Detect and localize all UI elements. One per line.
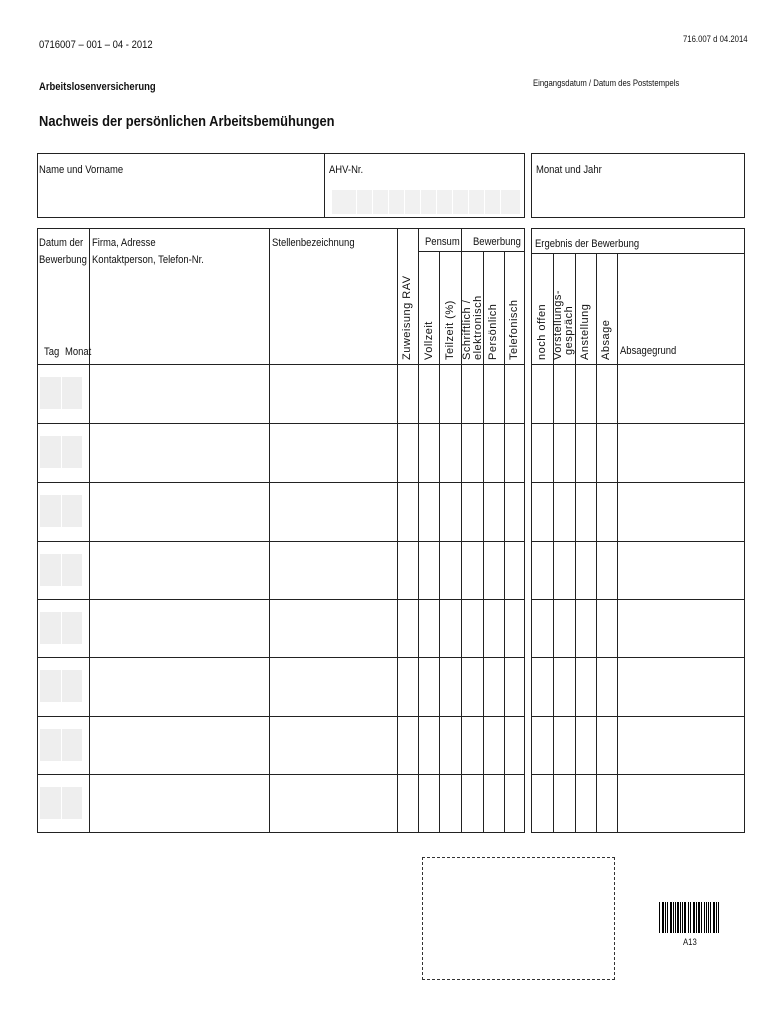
day-label: Tag [44, 346, 60, 358]
postmark-stamp-area [422, 857, 615, 980]
parttime-header: Teilzeit (%) [444, 300, 456, 360]
rejected-header: Absage [600, 319, 612, 360]
date-field-row-6[interactable] [40, 670, 82, 702]
date-header: Datum der [39, 237, 84, 249]
interview-header-line2: gespräch [563, 305, 575, 355]
ahv-number-field[interactable] [332, 190, 520, 214]
insurance-label: Arbeitslosenversicherung [39, 81, 156, 93]
ahv-label: AHV-Nr. [329, 164, 364, 176]
date-field-row-1[interactable] [40, 377, 82, 409]
name-label: Name und Vorname [39, 164, 124, 176]
date-field-row-2[interactable] [40, 436, 82, 468]
rav-header: Zuweisung RAV [401, 275, 413, 360]
hired-header: Anstellung [579, 303, 591, 360]
pending-header: noch offen [536, 303, 548, 360]
month-year-label: Monat und Jahr [536, 164, 602, 176]
form-code: 0716007 – 001 – 04 - 2012 [39, 39, 153, 51]
date-field-row-5[interactable] [40, 612, 82, 644]
barcode-icon [659, 902, 719, 933]
reason-header: Absagegrund [620, 345, 677, 357]
application-header: Bewerbung [473, 236, 521, 248]
result-header: Ergebnis der Bewerbung [535, 238, 640, 250]
written-header: Schriftlich / [461, 299, 473, 360]
barcode-label: A13 [683, 937, 697, 947]
page-title: Nachweis der persönlichen Arbeitsbemühungen [39, 113, 335, 130]
date-field-row-8[interactable] [40, 787, 82, 819]
date-field-row-3[interactable] [40, 495, 82, 527]
date-field-row-7[interactable] [40, 729, 82, 761]
name-field[interactable] [38, 176, 323, 216]
phone-header: Telefonisch [508, 299, 520, 360]
month-year-field[interactable] [533, 178, 743, 216]
date-header-line2: Bewerbung [39, 254, 87, 266]
date-field-row-4[interactable] [40, 554, 82, 586]
personal-contact-header: Persönlich [487, 303, 499, 360]
position-header: Stellenbezeichnung [272, 237, 355, 249]
interview-header: Vorstellungs- [552, 289, 564, 360]
pensum-header: Pensum [425, 236, 460, 248]
company-header-line2: Kontaktperson, Telefon-Nr. [92, 254, 204, 266]
receipt-date-label: Eingangsdatum / Datum des Poststempels [533, 78, 680, 88]
form-version: 716.007 d 04.2014 [683, 34, 748, 44]
company-header: Firma, Adresse [92, 237, 156, 249]
fulltime-header: Vollzeit [423, 321, 435, 360]
month-label: Monat [65, 346, 92, 358]
written-header-line2: elektronisch [472, 295, 484, 360]
